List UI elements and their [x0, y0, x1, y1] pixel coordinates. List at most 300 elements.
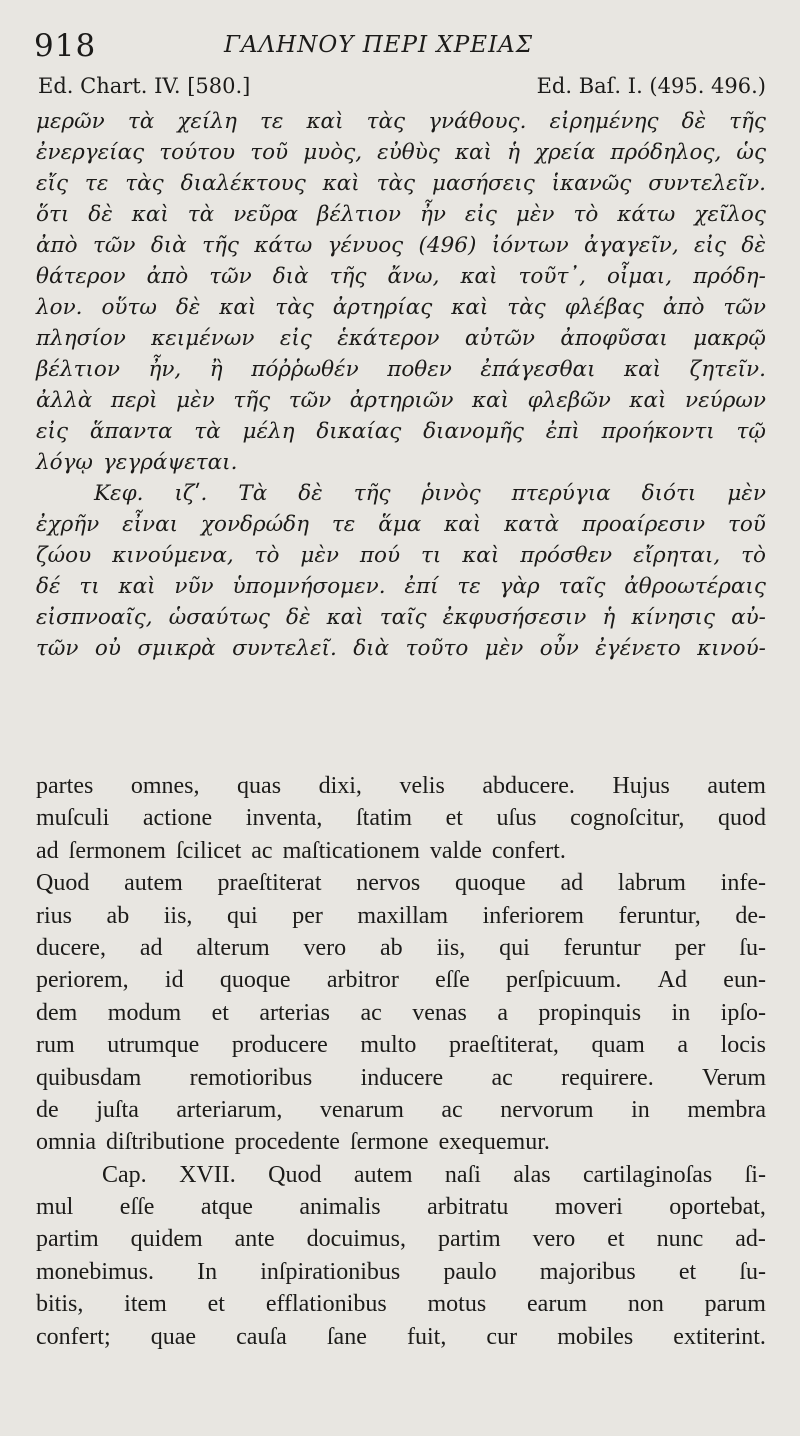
text-line [36, 1029, 766, 1061]
word: venas [412, 999, 467, 1026]
word: ἀρτηρίας [332, 295, 433, 320]
word: arbitratu [427, 1194, 509, 1221]
word: omnes, [130, 773, 200, 799]
word: καὶ [460, 264, 498, 289]
word: abducere. [482, 773, 575, 799]
word: κάτω [617, 202, 676, 227]
word: διαλέκτους [180, 171, 306, 196]
word: eun- [723, 967, 766, 994]
word: quibusdam [36, 1064, 142, 1091]
word: δὲ [286, 605, 311, 630]
word: ἀθροωτέραις [624, 574, 766, 599]
word: εἰρημένης [549, 109, 659, 134]
word: τῆς [353, 481, 391, 506]
text-line [36, 1062, 766, 1094]
word: (496) [418, 233, 477, 258]
word: πρόδηλος, [610, 140, 722, 165]
word: ac [441, 1096, 463, 1123]
word: utrumque [107, 1032, 200, 1059]
word: καὶ [471, 388, 510, 413]
word: ſcilicet [175, 837, 242, 864]
running-title: ΓΑΛΗΝΟΥ ΠΕΡΙ ΧΡΕΙΑΣ [224, 32, 534, 58]
word: cur [486, 1323, 518, 1350]
word: πρόδη- [693, 264, 766, 289]
word: τε [331, 512, 356, 537]
word: per [292, 902, 323, 929]
word: ad [560, 870, 584, 897]
word: valde [429, 837, 482, 864]
word: τῶν [92, 233, 136, 258]
word: cognoſcitur, [570, 805, 685, 832]
word: ἐπὶ [545, 419, 580, 444]
word: ſane [326, 1323, 367, 1350]
word: iis, [436, 934, 466, 961]
word: diſtributione [106, 1129, 225, 1156]
word: ταῖς [379, 605, 427, 630]
word: juſta [96, 1096, 139, 1123]
word: διὰ [150, 233, 187, 258]
word: autem [707, 773, 766, 799]
word: motus [427, 1291, 487, 1318]
word: τοῦ [727, 512, 766, 537]
word: autem [353, 1161, 413, 1188]
word: φλεβῶν [527, 388, 611, 413]
word: τὰς [275, 295, 314, 320]
word: λον. [36, 295, 83, 320]
word: νεῦρα [233, 202, 299, 227]
word: θάτερον [36, 264, 126, 289]
word: in [631, 1096, 650, 1123]
word: In [197, 1258, 218, 1285]
word: τῆς [202, 233, 239, 258]
word: ab [380, 934, 403, 961]
word: κινού- [697, 636, 766, 661]
word: item [124, 1291, 167, 1318]
text-line [36, 168, 766, 199]
word: ἡ [507, 140, 520, 165]
word: εἴς [36, 171, 69, 196]
word: αὐτῶν [464, 326, 535, 351]
latin-text-block [36, 770, 766, 1353]
word: quidem [130, 1226, 203, 1253]
word: Cap. [102, 1161, 147, 1188]
word: praeſtiterat, [448, 1032, 559, 1059]
word: γένυος [327, 233, 404, 258]
word: κειμένων [151, 326, 255, 351]
word: καὶ [219, 295, 257, 320]
word: procedente [234, 1129, 340, 1156]
word: τὰς [507, 295, 546, 320]
word: ταῖς [558, 574, 606, 599]
word: quam [591, 1032, 645, 1059]
word: ἑκάτερον [337, 326, 440, 351]
page-number: 918 [34, 28, 97, 64]
word: ac [360, 999, 382, 1026]
word: εἴρηται, [633, 543, 721, 568]
word: τὰς [366, 109, 406, 134]
word: exequemur. [438, 1129, 550, 1156]
word: ducere, [36, 934, 106, 961]
word: ὡς [736, 140, 766, 165]
word: nervos [356, 870, 421, 897]
text-line [36, 540, 766, 571]
word: συντελεῖν. [648, 171, 766, 196]
word: μὲν [515, 202, 555, 227]
text-line [36, 900, 766, 932]
word: πρόσθεν [520, 543, 613, 568]
word: in [671, 999, 691, 1026]
word: εἰς [279, 326, 312, 351]
word: καὶ [462, 543, 500, 568]
word: multo [360, 1032, 417, 1059]
word: καὶ [118, 574, 156, 599]
word: producere [231, 1032, 328, 1059]
word: propinquis [538, 999, 642, 1026]
word: τοῦτο [405, 636, 469, 661]
text-line [36, 137, 766, 168]
word: ἀγαγεῖν, [584, 233, 679, 258]
word: τε [259, 109, 284, 134]
word: et [211, 999, 229, 1026]
text-line [36, 509, 766, 540]
word: nunc [656, 1226, 704, 1253]
word: δὲ [741, 233, 766, 258]
word: τὰ [187, 202, 215, 227]
word: rum [36, 1032, 75, 1059]
word: arbitror [326, 967, 399, 994]
word: alterum [196, 934, 270, 961]
word: ἐνεργείας [36, 140, 145, 165]
word: καὶ [444, 512, 482, 537]
word: dixi, [318, 773, 362, 799]
text-line [36, 770, 766, 802]
word: βέλτιον [36, 357, 120, 382]
word: partim [437, 1226, 501, 1253]
word: confert. [491, 837, 566, 864]
word: vero [303, 934, 347, 961]
word: quod [718, 805, 766, 832]
word: alas [513, 1161, 551, 1188]
word: moveri [554, 1194, 623, 1221]
word: feruntur, [618, 902, 701, 929]
word: εἰς [36, 419, 69, 444]
word: majoribus [539, 1258, 636, 1285]
word: ῥινὸς [421, 481, 481, 506]
word: oportebat, [669, 1194, 766, 1221]
word: Verum [702, 1064, 766, 1091]
text-line [36, 106, 766, 137]
word: βέλτιον [317, 202, 401, 227]
word: cartilaginoſas [582, 1161, 713, 1188]
word: σμικρὰ [137, 636, 216, 661]
word: ſi- [744, 1161, 766, 1188]
text-line [36, 932, 766, 964]
word: τοῦτ᾽, [518, 264, 586, 289]
word: docuimus, [306, 1226, 406, 1253]
word: ἐκφυσήσεσιν [442, 605, 587, 630]
word: πού [359, 543, 401, 568]
word: καὶ [629, 388, 667, 413]
word: ἀπὸ [36, 233, 78, 258]
word: inſpirationibus [260, 1258, 401, 1285]
word: ad- [735, 1226, 766, 1253]
word: inducere [360, 1064, 444, 1091]
word: χονδρώδη [200, 512, 309, 537]
word: periorem, [36, 967, 129, 994]
word: et [445, 805, 463, 832]
word: ζητεῖν. [689, 357, 766, 382]
word: κινούμενα, [112, 543, 234, 568]
word: τὰ [194, 419, 221, 444]
word: τῆς [329, 264, 367, 289]
word: ἀποφῦσαι [560, 326, 668, 351]
text-line [36, 323, 766, 354]
word: a [497, 999, 508, 1026]
word: καὶ [624, 357, 662, 382]
word: uſus [496, 805, 537, 832]
text-line [36, 802, 766, 834]
word: εἶναι [122, 512, 179, 537]
word: iis, [163, 902, 193, 929]
word: τὰς [125, 171, 164, 196]
word: εἰς [694, 233, 727, 258]
word: ζώου [36, 543, 92, 568]
text-line [36, 835, 766, 867]
word: inferiorem [482, 902, 584, 929]
word: διὰ [353, 636, 390, 661]
word: perſpicuum. [506, 967, 622, 994]
word: δὲ [681, 109, 707, 134]
word: ſtatim [356, 805, 412, 832]
word: partes [36, 773, 94, 799]
word: ἐπάγεσθαι [480, 357, 596, 382]
word: εἰσπνοαῖς, [36, 605, 153, 630]
word: fuit, [406, 1323, 447, 1350]
word: remotioribus [189, 1064, 313, 1091]
word: ante [234, 1226, 275, 1253]
word: Τὰ [238, 481, 268, 506]
word: τοῦ [250, 140, 289, 165]
word: φλέβας [564, 295, 644, 320]
word: τῶν [209, 264, 252, 289]
text-line [36, 1256, 766, 1288]
word: ab [106, 902, 130, 929]
word: νεύρων [685, 388, 766, 413]
word: praeſtiterat [217, 870, 322, 897]
word: ad [139, 934, 163, 961]
word: qui [499, 934, 530, 961]
word: οἶμαι, [606, 264, 673, 289]
edition-chartier: Ed. Chart. IV. [580.] [38, 74, 251, 98]
word: et [207, 1291, 225, 1318]
word: et [607, 1226, 625, 1253]
word: περὶ [110, 388, 158, 413]
word: ἦν, [148, 357, 182, 382]
word: γὰρ [499, 574, 540, 599]
text-line [36, 1094, 766, 1126]
word: πόῤῥωθέν [251, 357, 359, 382]
word: λόγῳ [36, 450, 93, 475]
word: τι [420, 543, 442, 568]
word: χρεία [535, 140, 596, 165]
word: μυὸς, [303, 140, 363, 165]
word: atque [200, 1194, 253, 1221]
word: ad [36, 837, 59, 864]
word: vero [532, 1226, 576, 1253]
word: καὶ [306, 109, 344, 134]
word: δέ [36, 574, 61, 599]
word: ac [251, 837, 273, 864]
word: οὖν [539, 636, 579, 661]
word: et [678, 1258, 697, 1285]
word: καὶ [451, 295, 489, 320]
word: labrum [617, 870, 686, 897]
text-line [36, 1126, 766, 1158]
word: μακρῷ [693, 326, 766, 351]
word: ἰόντων [491, 233, 569, 258]
word: a [677, 1032, 689, 1059]
word: id [164, 967, 184, 994]
word: quoque [455, 870, 526, 897]
word: membra [687, 1096, 766, 1123]
word: modum [107, 999, 182, 1026]
word: eſſe [435, 967, 470, 994]
word: per [674, 934, 706, 961]
word: τὰ [127, 109, 155, 134]
word: ac [491, 1064, 513, 1091]
word: ποθεν [387, 357, 452, 382]
word: ἀρτηριῶν [349, 388, 454, 413]
word: μασήσεις [432, 171, 535, 196]
word: τὸ [573, 202, 599, 227]
word: dem [36, 999, 78, 1026]
word: Quod [36, 870, 90, 897]
text-line [36, 1191, 766, 1223]
word: κάτω [254, 233, 313, 258]
word: τὰς [376, 171, 416, 196]
word: ἄνω, [387, 264, 440, 289]
word: maxillam [357, 902, 449, 929]
word: καὶ [131, 202, 169, 227]
text-line [36, 447, 766, 478]
word: naſi [444, 1161, 481, 1188]
word: ἅπαντα [89, 419, 173, 444]
greek-text-block [36, 106, 766, 664]
text-line [36, 1159, 766, 1191]
word: μὲν [484, 636, 524, 661]
word: τι [79, 574, 100, 599]
text-line [36, 1223, 766, 1255]
word: μὲν [176, 388, 215, 413]
page-header [34, 22, 766, 68]
word: μερῶν [36, 109, 105, 134]
text-line [36, 261, 766, 292]
text-line [36, 964, 766, 996]
word: νῦν [174, 574, 214, 599]
word: velis [399, 773, 445, 799]
word: non [627, 1291, 664, 1318]
word: τῶν [723, 295, 766, 320]
word: ſermonem [68, 837, 166, 864]
word: ipſo- [720, 999, 766, 1026]
word: τῷ [736, 419, 766, 444]
word: ſermone [349, 1129, 429, 1156]
word: μὲν [300, 543, 339, 568]
word: ἀλλὰ [36, 388, 93, 413]
word: earum [527, 1291, 587, 1318]
word: οὐ [94, 636, 121, 661]
text-line [36, 571, 766, 602]
word: autem [124, 870, 183, 897]
word: χείλη [177, 109, 237, 134]
word: omnia [36, 1129, 96, 1156]
word: monebimus. [36, 1258, 154, 1285]
word: infe- [720, 870, 766, 897]
word: feruntur [563, 934, 641, 961]
word: γνάθους. [428, 109, 527, 134]
text-line [36, 354, 766, 385]
word: qui [226, 902, 258, 929]
word: inventa, [245, 805, 323, 832]
word: ιζʹ. [174, 481, 208, 506]
word: κίνησις [631, 605, 716, 630]
word: Ad [657, 967, 687, 994]
word: animalis [299, 1194, 381, 1221]
word: actione [142, 805, 213, 832]
word: ὑπομνήσομεν. [232, 574, 386, 599]
word: efflationibus [265, 1291, 387, 1318]
word: τῆς [729, 109, 766, 134]
word: confert; [36, 1323, 111, 1350]
word: muſculi [36, 805, 110, 832]
word: ſu- [739, 934, 766, 961]
word: XVII. [179, 1161, 236, 1188]
word: διότι [641, 481, 697, 506]
word: χεῖλος [694, 202, 766, 227]
word: πτερύγια [511, 481, 611, 506]
text-line [36, 292, 766, 323]
word: ὅτι [36, 202, 70, 227]
word: extiterint. [673, 1323, 766, 1350]
word: τούτου [159, 140, 236, 165]
word: τε [457, 574, 481, 599]
word: de- [735, 902, 766, 929]
word: partim [36, 1226, 99, 1253]
word: γεγράψεται. [102, 450, 238, 475]
word: quas [237, 773, 282, 799]
word: ἢ [209, 357, 223, 382]
word: arterias [259, 999, 330, 1026]
text-line [36, 1288, 766, 1320]
word: εἰς [464, 202, 497, 227]
word: rius [36, 902, 72, 929]
word: bitis, [36, 1291, 84, 1318]
word: ἅμα [378, 512, 422, 537]
word: μέλη [242, 419, 295, 444]
text-line [36, 230, 766, 261]
word: quae [150, 1323, 197, 1350]
word: τε [84, 171, 109, 196]
word: parum [704, 1291, 766, 1318]
word: οὕτω [101, 295, 157, 320]
text-line [36, 385, 766, 416]
word: ὡσαύτως [168, 605, 270, 630]
word: paulo [443, 1258, 497, 1285]
word: ἀπὸ [662, 295, 705, 320]
word: Hujus [612, 773, 670, 799]
word: nervorum [500, 1096, 594, 1123]
word: πλησίον [36, 326, 126, 351]
